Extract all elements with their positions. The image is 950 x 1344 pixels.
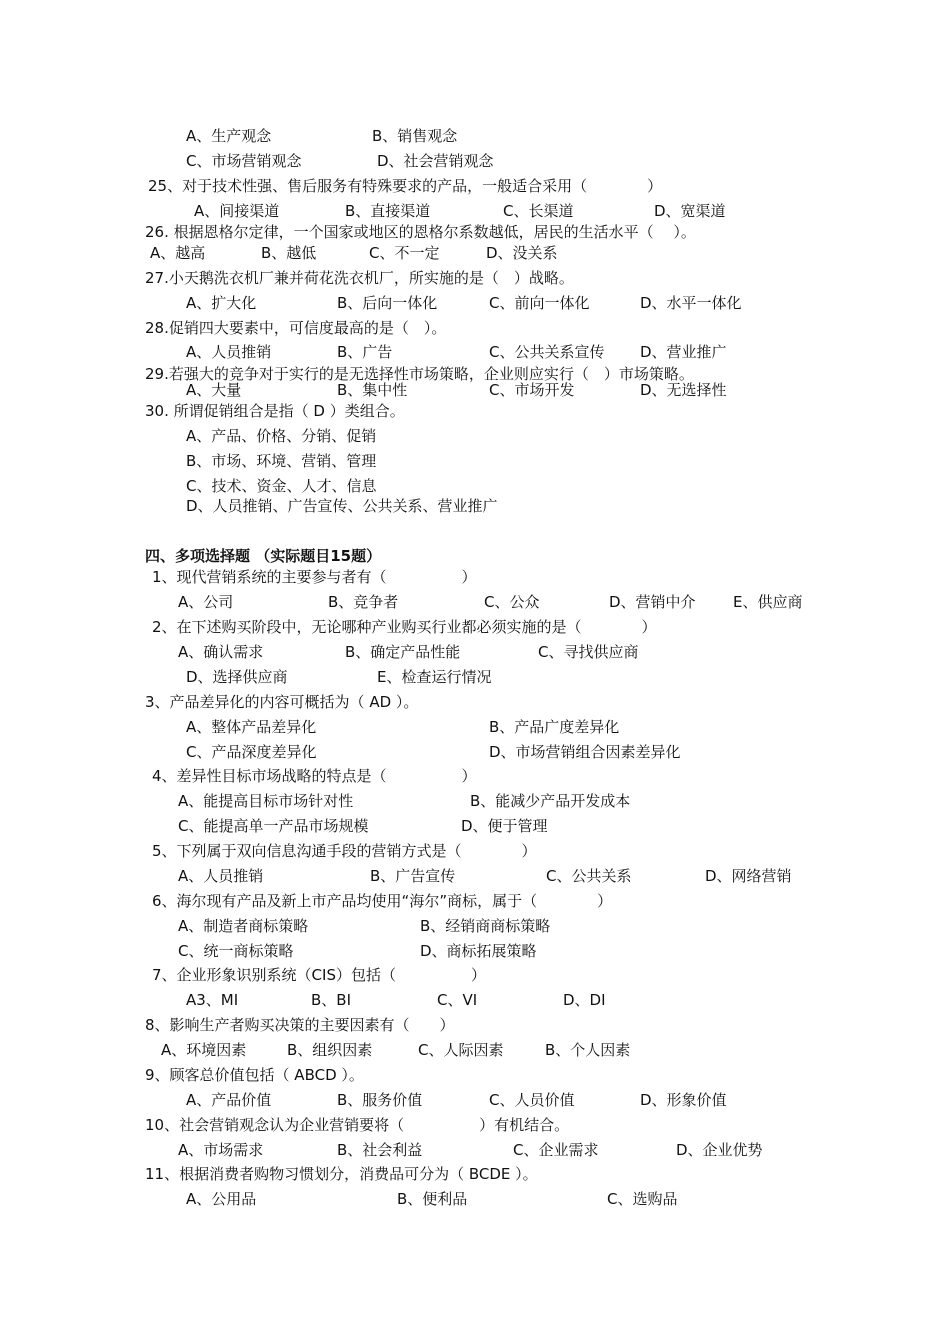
text-line: 2、在下述购买阶段中，无论哪种产业购买行业都必须实施的是（ ） — [152, 618, 657, 636]
text-line: A、间接渠道 — [194, 202, 280, 220]
text-line: A、产品价值 — [186, 1091, 272, 1109]
text-line: 3、产品差异化的内容可概括为（ AD ）。 — [145, 693, 419, 711]
text-line: 11、根据消费者购物习惯划分，消费品可分为（ BCDE ）。 — [145, 1165, 538, 1183]
text-line: A、能提高目标市场针对性 — [178, 792, 354, 810]
text-line: D、DI — [563, 991, 606, 1009]
text-line: E、检查运行情况 — [377, 668, 492, 686]
text-line: C、公共关系 — [546, 867, 632, 885]
text-line: 5、下列属于双向信息沟通手段的营销方式是（ ） — [152, 842, 537, 860]
text-line: C、VI — [437, 991, 478, 1009]
text-line: 四、多项选择题 （实际题目15题） — [145, 547, 382, 565]
text-line: B、确定产品性能 — [345, 643, 461, 661]
text-line: 9、顾客总价值包括（ ABCD ）。 — [145, 1066, 364, 1084]
text-line: A、越高 — [150, 244, 206, 262]
text-line: 10、社会营销观念认为企业营销要将（ ）有机结合。 — [145, 1116, 570, 1134]
text-line: B、竞争者 — [328, 593, 399, 611]
text-line: 26. 根据恩格尔定律，一个国家或地区的恩格尔系数越低，居民的生活水平（ ）。 — [145, 223, 696, 241]
text-line: B、社会利益 — [337, 1141, 423, 1159]
text-line: C、企业需求 — [513, 1141, 599, 1159]
text-line: A、公用品 — [186, 1190, 257, 1208]
text-line: B、便利品 — [397, 1190, 468, 1208]
text-line: D、营业推广 — [640, 343, 727, 361]
text-line: A3、MI — [186, 991, 239, 1009]
text-line: A、整体产品差异化 — [186, 718, 317, 736]
text-line: D、形象价值 — [640, 1091, 727, 1109]
text-line: A、扩大化 — [186, 294, 257, 312]
text-line: A、制造者商标策略 — [178, 917, 309, 935]
text-line: 8、影响生产者购买决策的主要因素有（ ） — [145, 1016, 455, 1034]
text-line: C、人际因素 — [418, 1041, 504, 1059]
text-line: 27.小天鹅洗衣机厂兼并荷花洗衣机厂，所实施的是（ ）战略。 — [145, 269, 574, 287]
text-line: D、社会营销观念 — [377, 152, 494, 170]
text-line: C、能提高单一产品市场规模 — [178, 817, 369, 835]
text-line: B、直接渠道 — [345, 202, 431, 220]
text-line: C、前向一体化 — [489, 294, 590, 312]
text-line: D、水平一体化 — [640, 294, 742, 312]
text-line: C、寻找供应商 — [538, 643, 639, 661]
text-line: D、商标拓展策略 — [420, 942, 537, 960]
text-line: B、广告 — [337, 343, 393, 361]
text-line: C、公共关系宣传 — [489, 343, 605, 361]
text-line: 1、现代营销系统的主要参与者有（ ） — [152, 568, 477, 586]
text-line: B、销售观念 — [372, 127, 458, 145]
text-line: B、服务价值 — [337, 1091, 423, 1109]
text-line: B、组织因素 — [287, 1041, 373, 1059]
text-line: C、人员价值 — [489, 1091, 575, 1109]
text-line: D、宽渠道 — [654, 202, 726, 220]
text-line: B、后向一体化 — [337, 294, 438, 312]
text-line: C、选购品 — [607, 1190, 678, 1208]
text-line: A、人员推销 — [178, 867, 264, 885]
text-line: A、公司 — [178, 593, 234, 611]
text-line: B、市场、环境、营销、管理 — [186, 452, 377, 470]
text-line: A、环境因素 — [161, 1041, 247, 1059]
text-line: 6、海尔现有产品及新上市产品均使用“海尔”商标，属于（ ） — [152, 892, 613, 910]
text-line: D、人员推销、广告宣传、公共关系、营业推广 — [186, 497, 498, 515]
text-line: C、公众 — [484, 593, 540, 611]
text-line: C、市场营销观念 — [186, 152, 302, 170]
text-line: B、能减少产品开发成本 — [470, 792, 631, 810]
text-line: 25、对于技术性强、售后服务有特殊要求的产品，一般适合采用（ ） — [148, 177, 663, 195]
text-line: 4、差异性目标市场战略的特点是（ ） — [152, 767, 477, 785]
text-line: B、经销商商标策略 — [420, 917, 551, 935]
text-line: A、市场需求 — [178, 1141, 264, 1159]
text-line: B、广告宣传 — [370, 867, 456, 885]
text-line: D、选择供应商 — [186, 668, 288, 686]
text-line: C、不一定 — [369, 244, 440, 262]
text-line: 28.促销四大要素中，可信度最高的是（ ）。 — [145, 319, 447, 337]
text-line: 30. 所谓促销组合是指（ D ）类组合。 — [145, 402, 405, 420]
text-line: D、营销中介 — [609, 593, 696, 611]
text-line: E、供应商 — [733, 593, 803, 611]
text-line: D、网络营销 — [705, 867, 792, 885]
text-line: C、市场开发 — [489, 381, 575, 399]
text-line: A、产品、价格、分销、促销 — [186, 427, 377, 445]
text-line: A、大量 — [186, 381, 242, 399]
text-line: C、长渠道 — [503, 202, 574, 220]
text-line: A、确认需求 — [178, 643, 264, 661]
text-line: A、生产观念 — [186, 127, 272, 145]
text-line: C、统一商标策略 — [178, 942, 294, 960]
text-line: B、越低 — [261, 244, 317, 262]
text-line: A、人员推销 — [186, 343, 272, 361]
text-line: B、BI — [311, 991, 352, 1009]
text-line: C、技术、资金、人才、信息 — [186, 477, 377, 495]
text-line: D、便于管理 — [461, 817, 548, 835]
text-line: D、无选择性 — [640, 381, 727, 399]
text-line: C、产品深度差异化 — [186, 743, 317, 761]
text-line: B、产品广度差异化 — [489, 718, 620, 736]
text-line: 29.若强大的竞争对于实行的是无选择性市场策略，企业则应实行（ ）市场策略。 — [145, 365, 694, 383]
text-line: B、集中性 — [337, 381, 408, 399]
text-line: D、企业优势 — [676, 1141, 763, 1159]
text-line: D、没关系 — [486, 244, 558, 262]
text-line: D、市场营销组合因素差异化 — [489, 743, 681, 761]
text-line: B、个人因素 — [545, 1041, 631, 1059]
text-line: 7、企业形象识别系统（CIS）包括（ ） — [152, 966, 486, 984]
